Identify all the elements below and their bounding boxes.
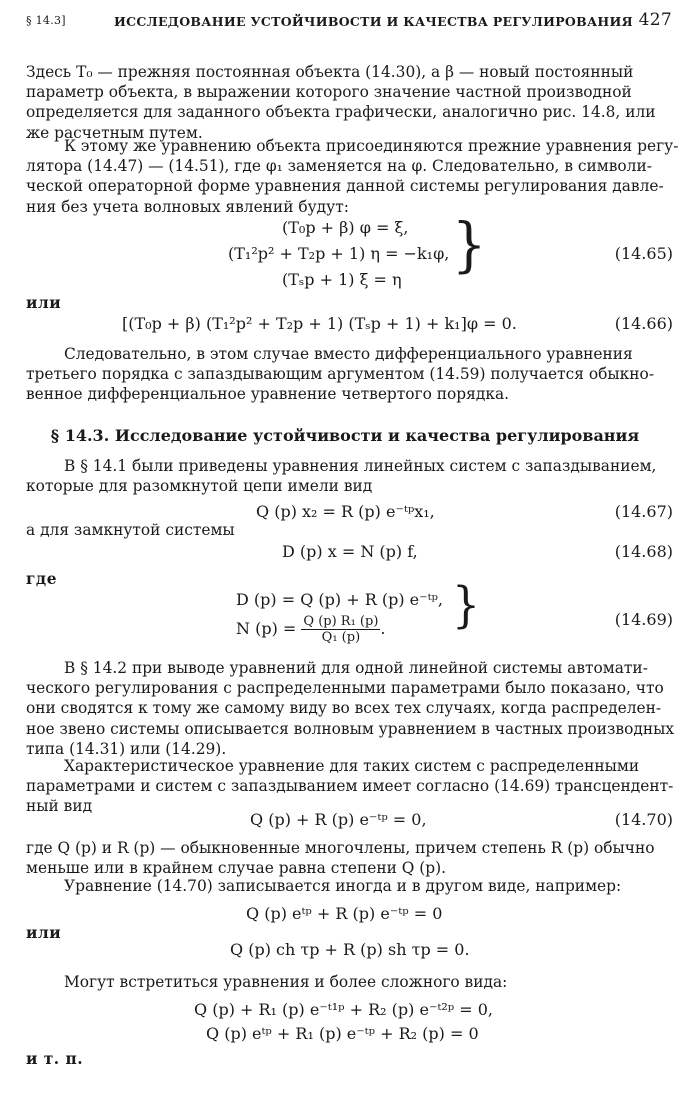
connector-word: или [26, 924, 62, 942]
text-line: они сводятся к тому же самому виду во всех тех случаях, когда распределен- [26, 699, 662, 718]
ending-text: и т. п. [26, 1050, 84, 1068]
eq-formula: Q (p) x₂ = R (p) e⁻ᵗᵖx₁, [256, 502, 435, 521]
text-line: Уравнение (14.70) записывается иногда и в другом виде, например: [64, 877, 622, 895]
period: . [380, 619, 386, 638]
text-line: определяется для заданного объекта графически, аналогично рис. 14.8, или [26, 103, 656, 122]
text-line: венное дифференциальное уравнение четвертого порядка. [26, 385, 510, 404]
paragraph-6 [26, 756, 674, 817]
section-heading: § 14.3. Исследование устойчивости и качества регулирования [50, 426, 640, 445]
text-line: ное звено системы описывается волновым уравнением в частных производных [26, 719, 675, 738]
text-line: лятора (14.47) — (14.51), где φ₁ заменяется на φ. Следовательно, в символи- [26, 157, 652, 176]
text-line: ческой операторной форме уравнения данной системы регулирования давле- [26, 177, 664, 196]
eq-line: (Tₛp + 1) ξ = η [282, 270, 402, 289]
text-line: а для замкнутой системы [26, 521, 235, 539]
text-line: Могут встретиться уравнения и более сложного вида: [64, 973, 508, 991]
text-line: ческого регулирования с распределенными параметрами было показано, что [26, 679, 664, 698]
paragraph-closed-system [26, 520, 674, 540]
text-line: где Q (p) и R (p) — обыкновенные многочлены, причем степень R (p) обычно [26, 839, 655, 857]
fraction-numerator: Q (p) R₁ (p) [303, 614, 379, 629]
text-line: В § 14.1 были приведены уравнения линейных систем с запаздыванием, [64, 457, 657, 475]
text-line: которые для разомкнутой цепи имели вид [26, 477, 373, 496]
text-line: ния без учета волновых явлений будут: [26, 197, 349, 216]
equation-number: (14.65) [614, 244, 673, 263]
text-line: В § 14.2 при выводе уравнений для одной линейной системы автомати- [64, 659, 648, 677]
eq-formula: [(T₀p + β) (T₁²p² + T₂p + 1) (Tₛp + 1) + k₁]φ = 0. [122, 314, 517, 333]
text-line: типа (14.31) или (14.29). [26, 739, 227, 758]
paragraph-7 [26, 838, 674, 878]
eq-formula: Q (p) + R (p) e⁻ᵗᵖ = 0, [250, 810, 427, 829]
equation-number: (14.69) [614, 610, 673, 629]
equation-complex-1: Q (p) + R₁ (p) e⁻ᵗ¹ᵖ + R₂ (p) e⁻ᵗ²ᵖ = 0, [194, 1000, 493, 1019]
text-line: же расчетным путем. [26, 123, 203, 142]
equation-hyperbolic-form: Q (p) ch τp + R (p) sh τp = 0. [230, 940, 470, 959]
fraction-denominator: Q₁ (p) [321, 630, 361, 645]
eq-line: (T₀p + β) φ = ξ, [282, 218, 409, 237]
connector-word: где [26, 570, 57, 588]
eq-line: (T₁²p² + T₂p + 1) η = −k₁φ, [228, 244, 450, 263]
paragraph-1 [26, 62, 674, 143]
text-line: параметр объекта, в выражении которого значение частной производной [26, 83, 632, 102]
paragraph-3 [26, 344, 674, 405]
equation-complex-2: Q (p) eᵗᵖ + R₁ (p) e⁻ᵗᵖ + R₂ (p) = 0 [206, 1024, 479, 1043]
text-line: Следовательно, в этом случае вместо дифференциального уравнения [64, 345, 633, 363]
text-line: меньше или в крайнем случае равна степени Q (p). [26, 859, 447, 878]
connector-word: или [26, 294, 62, 312]
equation-number: (14.70) [614, 810, 673, 829]
text-line: ный вид [26, 797, 93, 816]
running-header [26, 12, 672, 34]
paragraph-8 [26, 876, 674, 896]
equation-number: (14.67) [614, 502, 673, 521]
text-line: третьего порядка с запаздывающим аргументом (14.59) получается обыкно- [26, 365, 655, 384]
eq-lhs: N (p) = [236, 619, 297, 638]
text-line: параметрами и систем с запаздыванием имеет согласно (14.69) трансцендент- [26, 777, 674, 796]
equation-number: (14.66) [614, 314, 673, 333]
text-line: К этому же уравнению объекта присоединяются прежние уравнения регу- [64, 137, 679, 155]
equation-number: (14.68) [614, 542, 673, 561]
eq-formula: D (p) x = N (p) f, [282, 542, 418, 561]
paragraph-4 [26, 456, 674, 496]
right-brace: } [452, 577, 480, 634]
eq-line [236, 614, 386, 645]
header-section: § 14.3] [26, 14, 66, 27]
page-number: 427 [638, 10, 672, 30]
paragraph-2 [26, 136, 679, 217]
text-line: Характеристическое уравнение для таких систем с распределенными [64, 757, 640, 775]
equation-alt-form: Q (p) eᵗᵖ + R (p) e⁻ᵗᵖ = 0 [246, 904, 443, 923]
header-title: ИССЛЕДОВАНИЕ УСТОЙЧИВОСТИ И КАЧЕСТВА РЕГУЛИРОВАНИЯ [114, 14, 633, 29]
fraction [301, 614, 380, 645]
right-brace: } [452, 209, 487, 280]
paragraph-9 [26, 972, 674, 992]
paragraph-5 [26, 658, 674, 759]
eq-line: D (p) = Q (p) + R (p) e⁻ᵗᵖ, [236, 590, 444, 609]
text-line: Здесь T₀ — прежняя постоянная объекта (14.30), а β — новый постоянный [26, 63, 634, 81]
